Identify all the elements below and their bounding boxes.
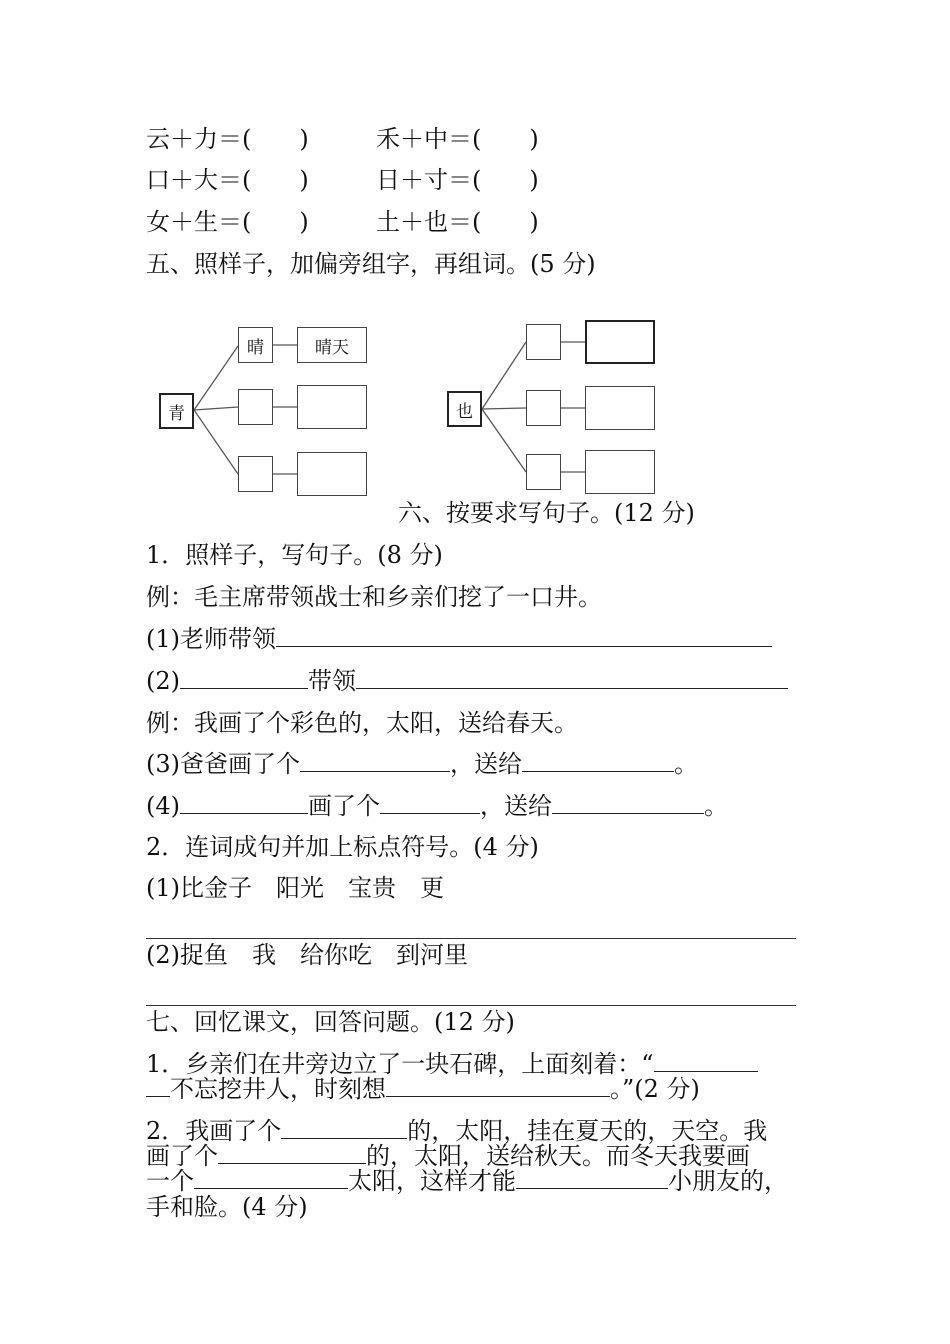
equation: 云＋力＝( ): [146, 125, 309, 153]
example-sentence: 例：毛主席带领战士和乡亲们挖了一口井。: [146, 583, 602, 611]
word-box[interactable]: [585, 450, 655, 494]
char-box[interactable]: [526, 324, 561, 360]
word-box[interactable]: [585, 386, 655, 430]
question-text: 一个: [146, 1167, 194, 1195]
question-text: ，送给: [480, 792, 552, 820]
equation: 女＋生＝( ): [146, 208, 309, 236]
answer-blank[interactable]: [380, 791, 480, 814]
answer-blank[interactable]: [552, 791, 704, 814]
question-title: 2．连词成句并加上标点符号。(4 分): [146, 833, 539, 861]
question-text: 太阳，这样才能: [348, 1167, 516, 1195]
word-box: 晴天: [297, 327, 367, 363]
question-text: (4): [146, 792, 180, 820]
question-title: 1．照样子，写句子。(8 分): [146, 541, 443, 569]
answer-blank[interactable]: [516, 1166, 668, 1189]
root-char-box: 也: [447, 391, 482, 427]
question-text: (3)爸爸画了个: [146, 750, 300, 778]
question-text: 。: [674, 750, 698, 778]
question-text: 小朋友的，: [668, 1167, 788, 1195]
question-item: [146, 666, 788, 696]
char-box[interactable]: [238, 456, 273, 492]
answer-blank[interactable]: [386, 1074, 610, 1097]
question-text: 的，太阳，送给秋天。而冬天我要画: [366, 1142, 750, 1170]
question-text: 画了个: [308, 792, 380, 820]
word-box[interactable]: [297, 385, 367, 429]
char-box: 晴: [238, 327, 273, 363]
answer-blank[interactable]: [218, 1141, 366, 1164]
example-sentence: 例：我画了个彩色的，太阳，送给春天。: [146, 709, 578, 737]
answer-blank[interactable]: [180, 666, 308, 689]
answer-blank[interactable]: [180, 791, 308, 814]
root-char-box: 青: [159, 393, 194, 429]
answer-blank[interactable]: [300, 749, 450, 772]
question-text: (2): [146, 667, 180, 695]
question-item: [146, 624, 772, 654]
answer-blank[interactable]: [194, 1166, 348, 1189]
char-box[interactable]: [238, 389, 273, 425]
question-item: [146, 791, 728, 821]
answer-blank[interactable]: [522, 749, 674, 772]
question-item: [146, 1074, 700, 1104]
answer-line[interactable]: [146, 938, 796, 939]
word-order-item: (1)比金子 阳光 宝贵 更: [146, 874, 444, 902]
answer-blank[interactable]: [654, 1049, 758, 1072]
equation: 口＋大＝( ): [146, 166, 309, 194]
char-box[interactable]: [526, 454, 561, 490]
equation: 日＋寸＝( ): [376, 166, 539, 194]
answer-line[interactable]: [146, 1005, 796, 1006]
equation: 土＋也＝( ): [376, 208, 539, 236]
question-text: 2．我画了个: [146, 1117, 282, 1145]
answer-blank[interactable]: [276, 624, 772, 647]
question-text: 。: [704, 792, 728, 820]
question-text: 手和脸。(4 分): [146, 1193, 308, 1221]
tree-connectors: [0, 0, 950, 520]
word-box[interactable]: [585, 320, 655, 364]
char-box[interactable]: [526, 390, 561, 426]
section5-title: 五、照样子，加偏旁组字，再组词。(5 分): [146, 250, 596, 278]
answer-blank[interactable]: [356, 666, 788, 689]
word-order-item: (2)捉鱼 我 给你吃 到河里: [146, 941, 468, 969]
equation: 禾＋中＝( ): [376, 125, 539, 153]
answer-blank[interactable]: [281, 1116, 407, 1139]
question-text: 带领: [308, 667, 356, 695]
answer-blank[interactable]: [146, 1074, 170, 1097]
section6-title: 六、按要求写句子。(12 分): [398, 499, 695, 527]
question-text: 。”(2 分): [610, 1075, 700, 1103]
question-text: (1)老师带领: [146, 625, 276, 653]
question-text: ，送给: [450, 750, 522, 778]
question-text: 的，太阳，挂在夏天的，天空。我: [407, 1117, 768, 1145]
section7-title: 七、回忆课文，回答问题。(12 分): [146, 1008, 515, 1036]
word-box[interactable]: [297, 452, 367, 496]
question-text: 1．乡亲们在井旁边立了一块石碑，上面刻着：“: [146, 1050, 654, 1078]
question-item: [146, 749, 698, 779]
question-text: 画了个: [146, 1142, 218, 1170]
question-text: 不忘挖井人，时刻想: [170, 1075, 386, 1103]
